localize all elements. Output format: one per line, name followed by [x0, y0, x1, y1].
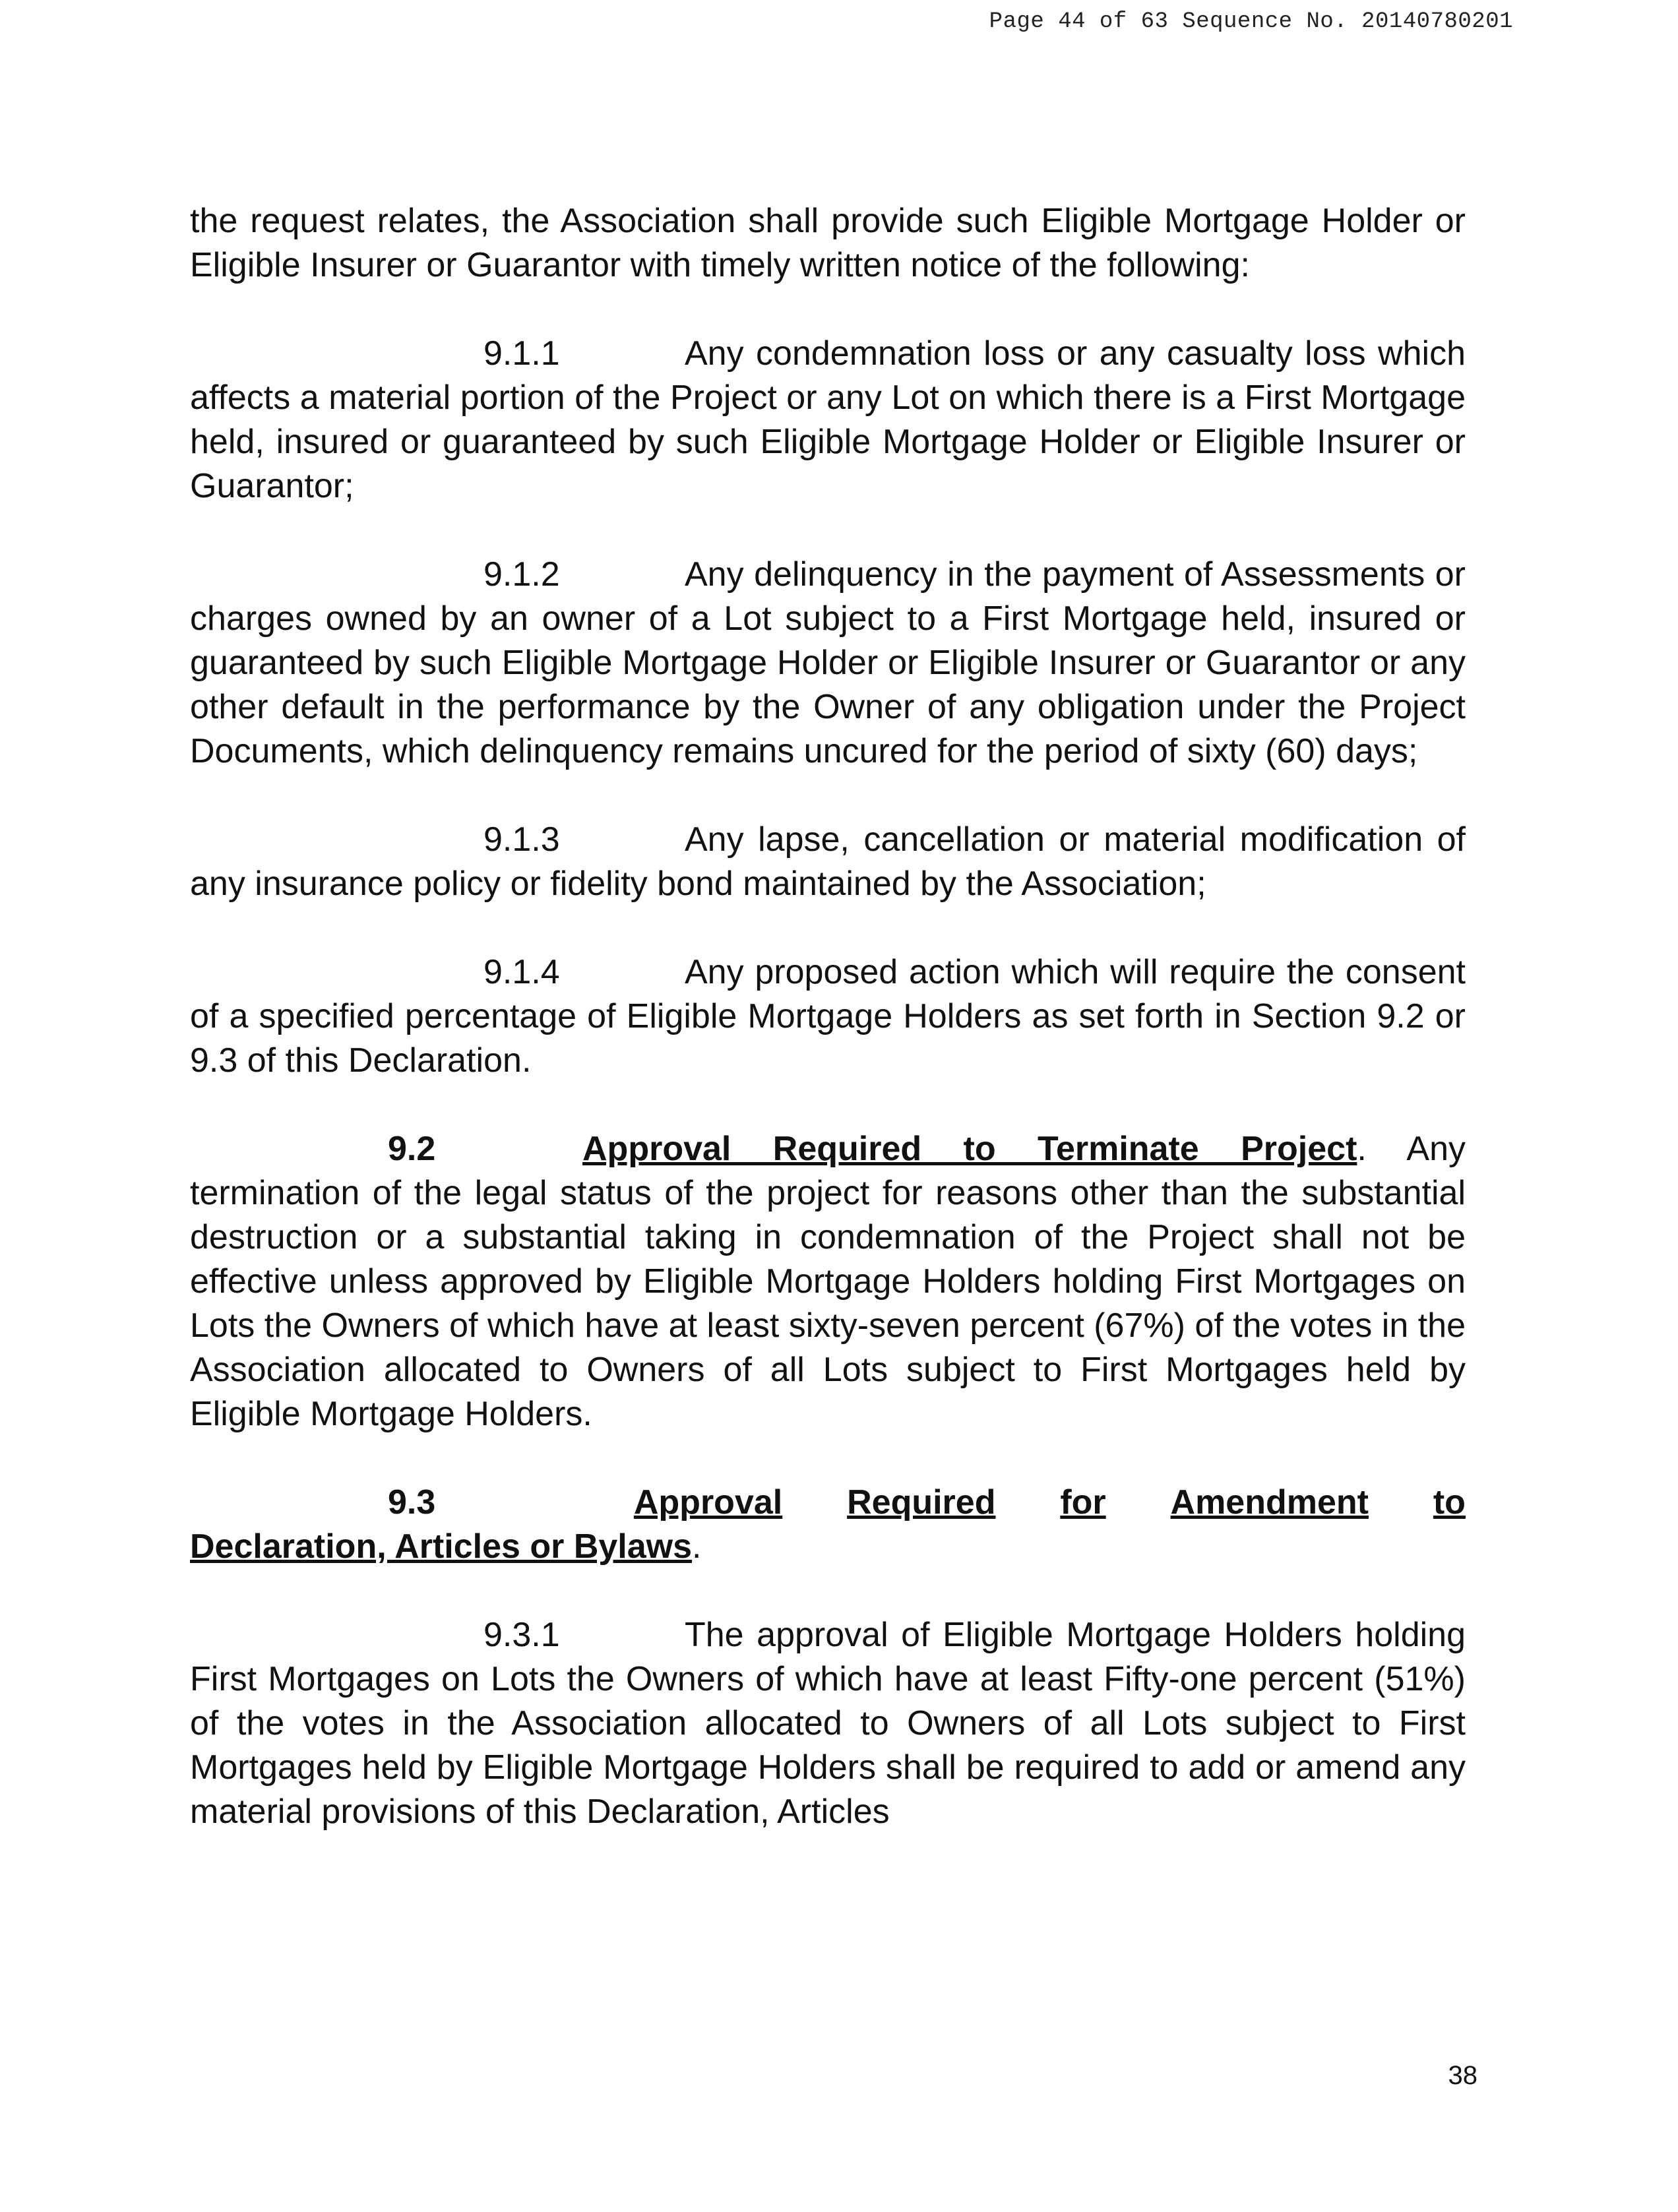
paragraph-number: 9.3.1: [483, 1616, 560, 1654]
paragraph-text: Any delinquency in the payment of Assessments or charges owned by an owner of a Lot subject to a First Mortgage held, insured or guaranteed by such Eligible Mortgage Holder or Eligible Insurer or Guarantor or any other default in the performance by the Owner of any obligation under the Project Documents, which delinquency remains uncured for the period of sixty (60) days;: [190, 555, 1466, 770]
paragraph-number: 9.1.2: [483, 555, 560, 594]
paragraph-text: The approval of Eligible Mortgage Holders holding First Mortgages on Lots the Owners of which have at least Fifty-one percent (51%) of the votes in the Association allocated to Owners of all Lots subject to First Mortgages held by Eligible Mortgage Holders shall be required to add or amend any material provisions of this Declaration, Articles: [190, 1616, 1466, 1831]
paragraph-9-3-1: [190, 1613, 1466, 1834]
heading-word: to: [1433, 1483, 1466, 1521]
page-sequence-stamp: Page 44 of 63 Sequence No. 20140780201: [989, 9, 1513, 34]
paragraph-text: Any proposed action which will require the consent of a specified percentage of Eligible Mortgage Holders as set forth in Section 9.2 or 9.3 of this Declaration.: [190, 953, 1466, 1080]
paragraph-number: 9.1.1: [483, 334, 560, 373]
heading-word: Approval: [633, 1483, 783, 1521]
section-9-2: [190, 1127, 1466, 1436]
section-text: . Any termination of the legal status of the project for reasons other than the substantial destruction or a substantial taking in condemnation of the Project shall not be effective unless approved by Eligible Mortgage Holders holding First Mortgages on Lots the Owners of which have at least sixty-seven percent (67%) of the votes in the Association allocated to Owners of all Lots subject to First Mortgages held by Eligible Mortgage Holders.: [190, 1130, 1466, 1433]
paragraph-text: Any lapse, cancellation or material modification of any insurance policy or fidelity bond maintained by the Association;: [190, 820, 1466, 903]
paragraph-9-1-2: [190, 553, 1466, 774]
paragraph-text: Any condemnation loss or any casualty loss which affects a material portion of the Project or any Lot on which there is a First Mortgage held, insured or guaranteed by such Eligible Mortgage Holder or Eligible Insurer or Guarantor;: [190, 334, 1466, 505]
heading-period: .: [692, 1527, 702, 1566]
intro-paragraph: the request relates, the Association shall provide such Eligible Mortgage Holder or Eligible Insurer or Guarantor with timely written notice of the following:: [190, 202, 1466, 284]
paragraph-number: 9.1.4: [483, 953, 560, 991]
paragraph-number: 9.1.3: [483, 820, 560, 859]
section-9-3: [190, 1481, 1466, 1569]
section-heading: Approval Required to Terminate Project: [582, 1130, 1357, 1168]
section-heading: Declaration, Articles or Bylaws: [190, 1527, 693, 1566]
paragraph-9-1-1: [190, 332, 1466, 508]
heading-word: Required: [847, 1483, 996, 1521]
heading-word: for: [1060, 1483, 1106, 1521]
page-number: 38: [1448, 2061, 1477, 2090]
section-number: 9.3: [388, 1483, 436, 1521]
section-number: 9.2: [388, 1130, 436, 1168]
paragraph-9-1-4: [190, 950, 1466, 1083]
section-heading-continuation: [190, 1525, 1466, 1569]
document-body: [190, 199, 1466, 1834]
paragraph-9-1-3: [190, 818, 1466, 906]
heading-word: Amendment: [1170, 1483, 1369, 1521]
section-heading-line: [190, 1481, 1466, 1525]
